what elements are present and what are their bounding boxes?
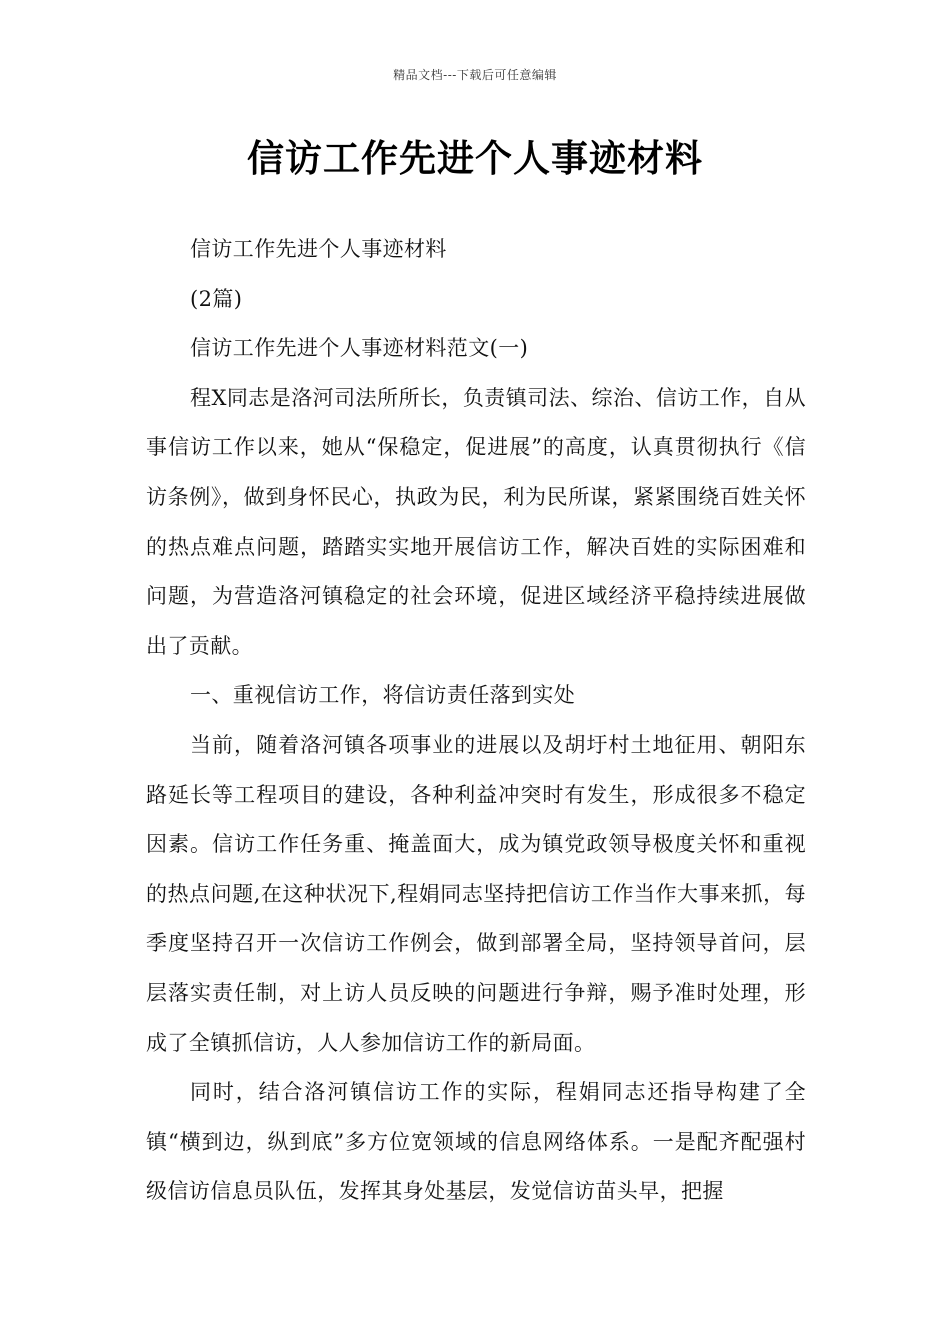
paragraph-intro: 程X同志是洛河司法所所长，负责镇司法、综治、信访工作，自从事信访工作以来，她从“保稳定，促进展”的高度，认真贯彻执行《信访条例》，做到身怀民心，执政为民，利为民所谋，紧紧围绕百姓关怀的热点难点问题，踏踏实实地开展信访工作，解决百姓的实际困难和问题，为营造洛河镇稳定的社会环境，促进区域经济平稳持续进展做出了贡献。 bbox=[146, 385, 806, 658]
paragraph-section-1-b: 同时，结合洛河镇信访工作的实际，程娟同志还指导构建了全镇“横到边，纵到底”多方位宽领域的信息网络体系。一是配齐配强村级信访信息员队伍，发挥其身处基层，发觉信访苗头早，把握 bbox=[146, 1080, 806, 1204]
paragraph-count: (2篇) bbox=[190, 286, 243, 311]
paragraph-section-1-a: 当前，随着洛河镇各项事业的进展以及胡圩村土地征用、朝阳东路延长等工程项目的建设，各种利益冲突时有发生，形成很多不稳定因素。信访工作任务重、掩盖面大，成为镇党政领导极度关怀和重视的热点问题,在这种状况下,程娟同志坚持把信访工作当作大事来抓，每季度坚持召开一次信访工作例会，做到部署全局，坚持领导首问，层层落实责任制，对上访人员反映的问题进行争辩，赐予准时处理，形成了全镇抓信访，人人参加信访工作的新局面。 bbox=[146, 732, 806, 1055]
document-title: 信访工作先进个人事迹材料 bbox=[247, 136, 703, 180]
paragraph-subtitle: 信访工作先进个人事迹材料 bbox=[190, 237, 447, 261]
section-heading-1: 一、重视信访工作，将信访责任落到实处 bbox=[190, 683, 576, 708]
header-note: 精品文档---下载后可任意编辑 bbox=[393, 68, 557, 82]
paragraph-sample-heading: 信访工作先进个人事迹材料范文(一) bbox=[190, 336, 529, 361]
document-body bbox=[146, 225, 806, 1217]
